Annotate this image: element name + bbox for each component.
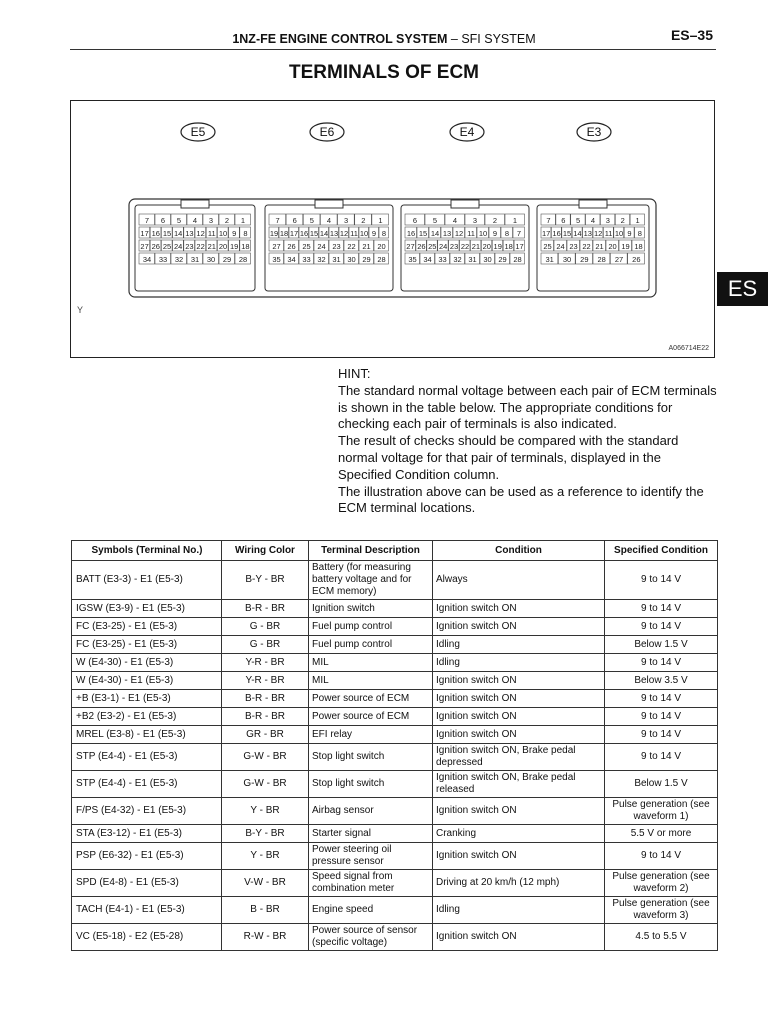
table-cell: Starter signal [309,825,433,843]
table-cell: Stop light switch [309,744,433,771]
table-cell: 9 to 14 V [605,654,718,672]
pin-number: 4 [452,216,458,225]
pin-number: 19 [269,229,279,238]
table-cell: STP (E4-4) - E1 (E5-3) [72,744,222,771]
table-row [72,843,718,870]
pin-number: 22 [196,242,205,251]
table-cell: Stop light switch [309,771,433,798]
table-cell: 9 to 14 V [605,561,718,600]
pin-number: 18 [634,242,643,251]
table-cell: MIL [309,654,433,672]
table-cell: +B2 (E3-2) - E1 (E5-3) [72,708,222,726]
pin-number: 8 [637,229,642,238]
pin-number: 12 [196,229,205,238]
table-cell: Engine speed [309,897,433,924]
table-cell: 5.5 V or more [605,825,718,843]
table-cell: Fuel pump control [309,636,433,654]
pin-number: 20 [608,242,617,251]
pin-number: 16 [299,229,309,238]
pin-number: 26 [417,242,426,251]
table-header-row [72,541,718,561]
pin-number: 34 [287,255,296,264]
connector-latch [181,200,209,208]
pin-number: 13 [583,229,592,238]
pin-number: 35 [272,255,281,264]
table-cell: Idling [433,897,605,924]
pin-number: 13 [185,229,194,238]
pin-number: 18 [504,242,513,251]
connector-label: E4 [459,125,475,139]
pin-number: 17 [515,242,524,251]
pin-number: 21 [207,242,216,251]
table-cell: B - BR [222,897,309,924]
table-row [72,897,718,924]
table-cell: R-W - BR [222,924,309,951]
table-cell: Below 1.5 V [605,771,718,798]
pin-number: 15 [309,229,319,238]
table-cell: EFI relay [309,726,433,744]
pin-number: 7 [516,229,522,238]
pin-number: 4 [590,216,596,225]
pin-number: 14 [174,229,183,238]
pin-number: 27 [614,255,624,264]
col-specified-condition: Specified Condition [605,541,718,561]
connector-latch [451,200,479,208]
table-cell: 9 to 14 V [605,618,718,636]
pin-number: 1 [378,216,383,225]
pin-number: 27 [272,242,281,251]
pin-number: 21 [595,242,604,251]
table-cell: B-R - BR [222,690,309,708]
pin-number: 3 [605,216,610,225]
pin-number: 27 [140,242,149,251]
pin-number: 24 [556,242,565,251]
pin-number: 8 [504,229,510,238]
pin-number: 13 [442,229,452,238]
pin-number: 10 [478,229,488,238]
pin-number: 22 [582,242,591,251]
table-cell: Ignition switch ON [433,924,605,951]
hint-block [338,366,718,517]
pin-number: 19 [621,242,630,251]
pin-number: 20 [482,242,491,251]
pin-number: 11 [604,229,613,238]
pin-number: 31 [332,255,341,264]
table-cell: MREL (E3-8) - E1 (E5-3) [72,726,222,744]
running-header [0,32,768,46]
pin-number: 23 [449,242,459,251]
pin-number: 15 [418,229,428,238]
pin-number: 28 [513,255,522,264]
pin-number: 11 [350,229,358,238]
table-cell: Below 3.5 V [605,672,718,690]
connector-label: E6 [319,125,335,139]
pin-number: 7 [144,216,150,225]
table-cell: Idling [433,654,605,672]
table-cell: Y - BR [222,798,309,825]
pin-number: 23 [569,242,578,251]
pin-number: 2 [224,216,230,225]
pin-number: 29 [362,255,371,264]
pin-number: 26 [287,242,296,251]
table-cell: G - BR [222,636,309,654]
table-cell: Power source of ECM [309,708,433,726]
pin-number: 33 [302,255,311,264]
header-rule [70,49,716,50]
table-cell: W (E4-30) - E1 (E5-3) [72,654,222,672]
pin-number: 12 [454,229,464,238]
table-row [72,924,718,951]
page-number: ES–35 [670,27,713,43]
table-cell: FC (E3-25) - E1 (E5-3) [72,618,222,636]
table-cell: Ignition switch ON [433,618,605,636]
table-cell: Pulse generation (see waveform 2) [605,870,718,897]
table-row [72,672,718,690]
header-separator: – [450,32,458,46]
table-cell: Idling [433,636,605,654]
table-cell: Pulse generation (see waveform 3) [605,897,718,924]
table-cell: 9 to 14 V [605,690,718,708]
pin-number: 5 [176,216,182,225]
connector-latch [579,200,607,208]
figure-code: A066714E22 [668,345,709,352]
pin-number: 33 [438,255,447,264]
table-cell: B-R - BR [222,600,309,618]
pin-number: 30 [347,255,356,264]
pin-number: 30 [483,255,492,264]
pin-number: 16 [151,229,160,238]
ecm-connector-figure [70,100,715,358]
table-cell: Y - BR [222,843,309,870]
pin-number: 28 [597,255,606,264]
pin-number: 10 [359,229,369,238]
pin-number: 6 [412,216,418,225]
pin-number: 5 [432,216,438,225]
pin-number: 31 [190,255,200,264]
pin-number: 8 [243,229,248,238]
table-cell: B-Y - BR [222,825,309,843]
hint-paragraph-3: The illustration above can be used as a reference to identify the ECM terminal locations. [338,483,704,516]
table-cell: B-Y - BR [222,561,309,600]
pin-number: 31 [468,255,477,264]
table-cell: Cranking [433,825,605,843]
pin-number: 10 [614,229,624,238]
table-cell: STA (E3-12) - E1 (E5-3) [72,825,222,843]
table-row [72,825,718,843]
table-cell: W (E4-30) - E1 (E5-3) [72,672,222,690]
col-symbols: Symbols (Terminal No.) [72,541,222,561]
pin-number: 32 [174,255,184,264]
pin-number: 30 [206,255,216,264]
pin-number: 12 [594,229,603,238]
table-cell: Y-R - BR [222,672,309,690]
pin-number: 29 [580,255,589,264]
table-cell: 9 to 14 V [605,744,718,771]
pin-number: 25 [428,242,437,251]
pin-number: 2 [361,216,366,225]
pin-number: 5 [309,216,314,225]
table-row [72,798,718,825]
table-cell: 9 to 14 V [605,600,718,618]
pin-number: 22 [347,242,356,251]
table-cell: Ignition switch ON [433,843,605,870]
table-cell: Ignition switch ON [433,708,605,726]
table-cell: Battery (for measuring battery voltage and for ECM memory) [309,561,433,600]
pin-number: 18 [241,242,250,251]
table-cell: G-W - BR [222,771,309,798]
pin-number: 3 [472,216,478,225]
pin-number: 7 [275,216,280,225]
ecm-connector-illustration [71,101,714,357]
table-row [72,690,718,708]
pin-number: 9 [371,229,377,238]
table-cell: Below 1.5 V [605,636,718,654]
hint-paragraph-2: The result of checks should be compared with the standard normal voltage for that pair of terminals, displayed in the Specified Condition column. [338,433,679,482]
pin-number: 25 [162,242,172,251]
table-cell: 4.5 to 5.5 V [605,924,718,951]
table-cell: Y-R - BR [222,654,309,672]
table-cell: F/PS (E4-32) - E1 (E5-3) [72,798,222,825]
pin-number: 17 [140,229,149,238]
pin-number: 18 [279,229,289,238]
pin-number: 3 [344,216,349,225]
table-cell: Power steering oil pressure sensor [309,843,433,870]
pin-number: 35 [408,255,417,264]
table-cell: +B (E3-1) - E1 (E5-3) [72,690,222,708]
pin-number: 16 [552,229,561,238]
pin-number: 25 [302,242,311,251]
figure-y-mark: Y [77,305,84,315]
table-cell: SPD (E4-8) - E1 (E5-3) [72,870,222,897]
table-cell: Driving at 20 km/h (12 mph) [433,870,605,897]
pin-number: 34 [423,255,432,264]
table-row [72,744,718,771]
table-cell: Ignition switch ON [433,690,605,708]
pin-number: 20 [377,242,386,251]
pin-number: 26 [151,242,160,251]
pin-number: 30 [562,255,572,264]
table-cell: TACH (E4-1) - E1 (E5-3) [72,897,222,924]
pin-number: 34 [142,255,152,264]
section-tab-es: ES [717,272,768,306]
pin-number: 21 [362,242,371,251]
header-subsystem: SFI SYSTEM [461,32,536,46]
pin-number: 17 [289,229,299,238]
pin-number: 14 [573,229,582,238]
table-row [72,600,718,618]
pin-number: 24 [439,242,448,251]
pin-number: 29 [222,255,232,264]
pin-number: 1 [512,216,518,225]
table-cell: G-W - BR [222,744,309,771]
col-condition: Condition [433,541,605,561]
pin-number: 32 [317,255,326,264]
pin-number: 29 [498,255,507,264]
table-cell: Ignition switch ON [433,726,605,744]
table-row [72,636,718,654]
pin-number: 7 [546,216,551,225]
table-cell: Airbag sensor [309,798,433,825]
table-cell: Ignition switch ON [433,672,605,690]
table-row [72,870,718,897]
table-row [72,654,718,672]
pin-number: 17 [542,229,551,238]
pin-number: 23 [185,242,194,251]
col-wiring-color: Wiring Color [222,541,309,561]
pin-number: 32 [453,255,462,264]
table-cell: Ignition switch ON [433,600,605,618]
pin-number: 25 [543,242,552,251]
pin-number: 6 [561,216,566,225]
pin-number: 5 [576,216,581,225]
table-cell: Pulse generation (see waveform 1) [605,798,718,825]
pin-number: 13 [329,229,339,238]
table-cell: VC (E5-18) - E2 (E5-28) [72,924,222,951]
pin-number: 27 [406,242,415,251]
pin-number: 14 [319,229,329,238]
pin-number: 15 [162,229,172,238]
table-cell: MIL [309,672,433,690]
pin-number: 31 [545,255,554,264]
pin-number: 4 [192,216,198,225]
table-cell: IGSW (E3-9) - E1 (E5-3) [72,600,222,618]
pin-number: 20 [218,242,228,251]
pin-number: 22 [460,242,470,251]
pin-number: 33 [158,255,168,264]
table-cell: STP (E4-4) - E1 (E5-3) [72,771,222,798]
pin-number: 6 [292,216,297,225]
pin-number: 24 [317,242,326,251]
pin-number: 2 [492,216,498,225]
pin-number: 19 [230,242,239,251]
pin-number: 28 [377,255,386,264]
table-cell: Power source of sensor (specific voltage) [309,924,433,951]
table-cell: GR - BR [222,726,309,744]
pin-number: 12 [339,229,349,238]
hint-paragraph-1: The standard normal voltage between each pair of ECM terminals is shown in the table below. The appropriate conditions for checking each pair of terminals is also indicated. [338,382,717,432]
connector-label: E3 [586,125,602,139]
pin-number: 4 [326,216,332,225]
pin-number: 28 [238,255,248,264]
ecm-terminal-table [71,540,718,951]
pin-number: 1 [240,216,246,225]
pin-number: 1 [635,216,640,225]
table-cell: Ignition switch ON [433,798,605,825]
pin-number: 9 [232,229,237,238]
pin-number: 2 [620,216,625,225]
connector-latch [315,200,343,208]
table-cell: G - BR [222,618,309,636]
hint-label: HINT: [338,366,371,381]
pin-number: 11 [207,229,216,238]
table-cell: V-W - BR [222,870,309,897]
table-cell: Fuel pump control [309,618,433,636]
table-row [72,618,718,636]
pin-number: 24 [174,242,183,251]
connector-label: E5 [190,125,206,139]
page-title: TERMINALS OF ECM [289,62,479,83]
pin-number: 14 [430,229,440,238]
table-cell: B-R - BR [222,708,309,726]
pin-number: 9 [627,229,632,238]
pin-number: 15 [562,229,572,238]
pin-number: 21 [471,242,481,251]
pin-number: 19 [493,242,502,251]
table-row [72,771,718,798]
pin-number: 8 [381,229,387,238]
table-row [72,561,718,600]
table-cell: 9 to 14 V [605,726,718,744]
header-system-title: 1NZ-FE ENGINE CONTROL SYSTEM [232,32,448,46]
pin-number: 6 [160,216,166,225]
table-cell: Always [433,561,605,600]
pin-number: 3 [208,216,214,225]
table-cell: PSP (E6-32) - E1 (E5-3) [72,843,222,870]
table-cell: 9 to 14 V [605,843,718,870]
table-cell: BATT (E3-3) - E1 (E5-3) [72,561,222,600]
table-cell: FC (E3-25) - E1 (E5-3) [72,636,222,654]
table-cell: Ignition switch [309,600,433,618]
table-cell: Speed signal from combination meter [309,870,433,897]
pin-number: 11 [467,229,475,238]
pin-number: 16 [406,229,416,238]
table-cell: Ignition switch ON, Brake pedal depressed [433,744,605,771]
table-cell: Ignition switch ON, Brake pedal released [433,771,605,798]
table-row [72,708,718,726]
pin-number: 10 [218,229,228,238]
table-cell: 9 to 14 V [605,708,718,726]
pin-number: 9 [492,229,498,238]
table-cell: Power source of ECM [309,690,433,708]
col-terminal-description: Terminal Description [309,541,433,561]
pin-number: 23 [332,242,341,251]
table-row [72,726,718,744]
pin-number: 26 [632,255,641,264]
